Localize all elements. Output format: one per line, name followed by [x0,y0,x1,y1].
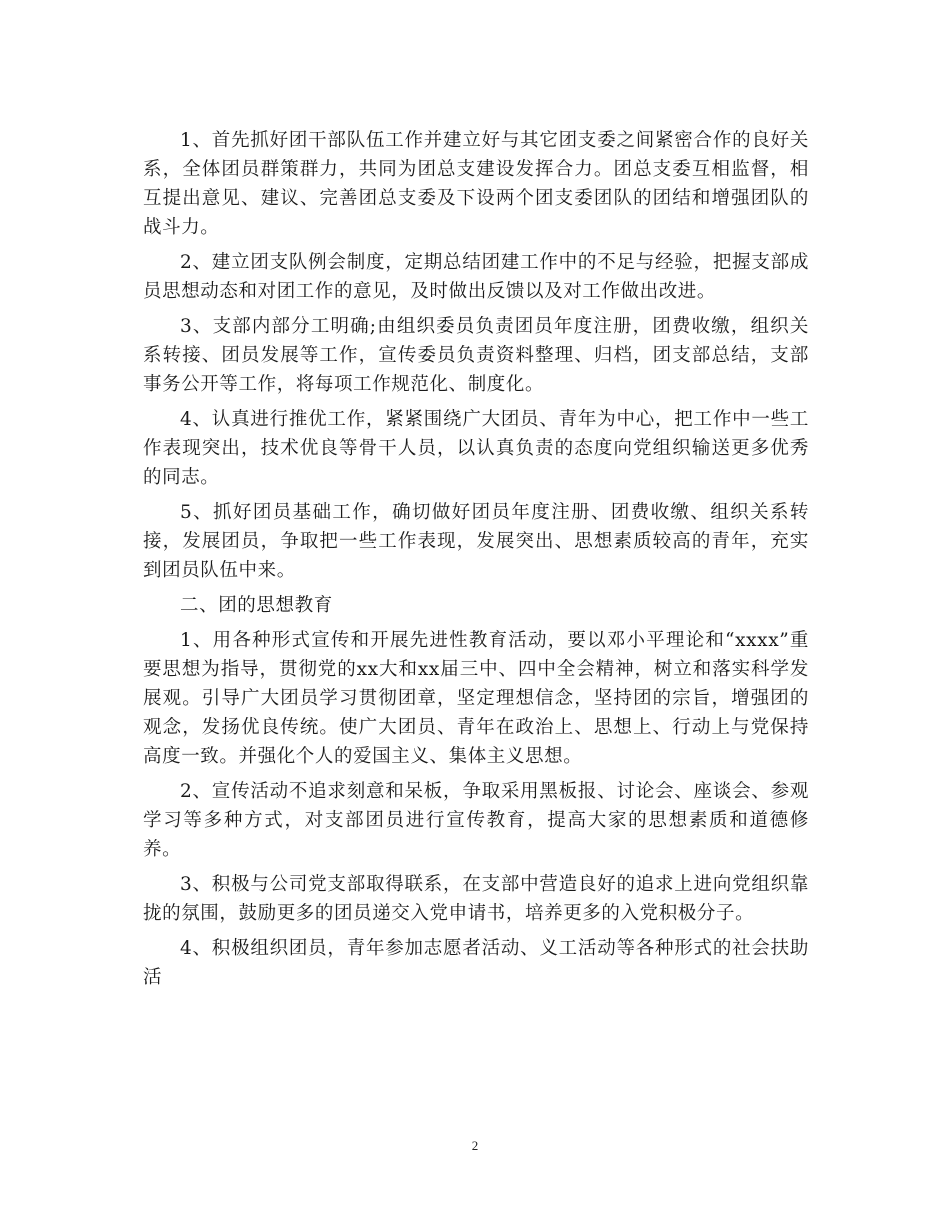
section-heading: 二、团的思想教育 [180,595,333,616]
document-body [143,126,809,998]
paragraph-8: 3、积极与公司党支部取得联系，在支部中营造良好的追求上进向党组织靠拢的氛围，鼓励更多的团员递交入党申请书，培养更多的入党积极分子。 [143,874,809,924]
paragraph-4: 4、认真进行推优工作，紧紧围绕广大团员、青年为中心，把工作中一些工作表现突出，技术优良等骨干人员，以认真负责的态度向党组织输送更多优秀的同志。 [143,409,809,488]
paragraph-2: 2、建立团支队例会制度，定期总结团建工作中的不足与经验，把握支部成员思想动态和对团工作的意见，及时做出反馈以及对工作做出改进。 [143,252,809,302]
paragraph-3: 3、支部内部分工明确;由组织委员负责团员年度注册，团费收缴，组织关系转接、团员发展等工作，宣传委员负责资料整理、归档，团支部总结，支部事务公开等工作，将每项工作规范化、制度化。 [143,316,809,395]
paragraph-9: 4、积极组织团员，青年参加志愿者活动、义工活动等各种形式的社会扶助活 [143,938,809,988]
paragraph-6: 1、用各种形式宣传和开展先进性教育活动，要以邓小平理论和“xxxx”重要思想为指导，贯彻党的xx大和xx届三中、四中全会精神，树立和落实科学发展观。引导广大团员学习贯彻团章，坚定理想信念，坚持团的宗旨，增强团的观念，发扬优良传统。使广大团员、青年在政治上、思想上、行动上与党保持高度一致。并强化个人的爱国主义、集体主义思想。 [143,630,809,767]
paragraph-5: 5、抓好团员基础工作，确切做好团员年度注册、团费收缴、组织关系转接，发展团员，争取把一些工作表现，发展突出、思想素质较高的青年，充实到团员队伍中来。 [143,502,809,581]
paragraph-7: 2、宣传活动不追求刻意和呆板，争取采用黑板报、讨论会、座谈会、参观学习等多种方式，对支部团员进行宣传教育，提高大家的思想素质和道德修养。 [143,781,809,860]
paragraph-1: 1、首先抓好团干部队伍工作并建立好与其它团支委之间紧密合作的良好关系，全体团员群策群力，共同为团总支建设发挥合力。团总支委互相监督，相互提出意见、建议、完善团总支委及下设两个团支委团队的团结和增强团队的战斗力。 [143,130,809,238]
page-number: 2 [471,1138,479,1153]
